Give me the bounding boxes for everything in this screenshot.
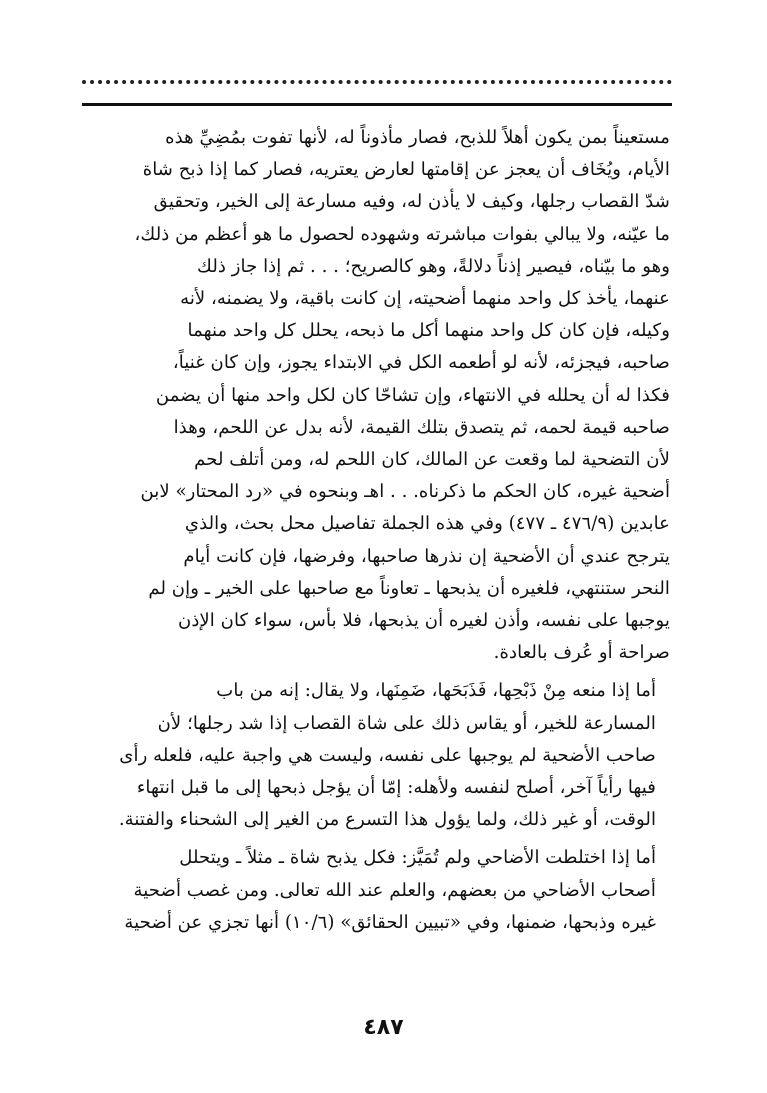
text-line: أضحية غيره، كان الحكم ما ذكرناه. . . اهـ وبنحوه في «رد المحتار» لابن <box>140 481 670 503</box>
paragraph-1 <box>70 122 670 669</box>
text-line: فكذا له أن يحلله في الانتهاء، وإن تشاحّا كان لكل واحد منها أن يضمن <box>155 384 670 406</box>
header-solid-rule <box>82 103 672 106</box>
text-line: ما عيّنه، ولا يبالي بفوات مباشرته وشهوده لحصول ما هو أعظم من ذلك، <box>134 223 670 245</box>
text-line: المسارعة للخير، أو يقاس ذلك على شاة القصاب إذا شد رجلها؛ لأن <box>157 712 656 734</box>
text-line: أما إذا منعه مِنْ ذَبْحِها، فَذَبَحَها، ضَمِنَها، ولا يقال: إنه من باب <box>216 680 656 702</box>
text-line: غيره وذبحها، ضمنها، وفي «تبيين الحقائق» (١٠/٦) أنها تجزي عن أضحية <box>124 911 656 933</box>
body-text <box>70 122 670 939</box>
text-line: وكيله، فإن كان كل واحد منهما أكل ما ذبحه، يحلل كل واحد منهما <box>187 320 670 342</box>
text-line: يوجبها على نفسه، وأذن لغيره أن يذبحها، فلا بأس، سواء كان الإذن <box>177 610 670 632</box>
text-line: مستعيناً بمن يكون أهلاً للذبح، فصار مأذوناً له، لأنها تفوت بمُضِيِّ هذه <box>165 127 670 148</box>
text-line: صاحبه، فيجزئه، لأنه لو أطعمه الكل في الابتداء يجوز، وإن كان غنياً، <box>172 352 670 374</box>
text-line: عنهما، يأخذ كل واحد منهما أضحيته، إن كانت باقية، ولا يضمنه، لأنه <box>180 288 670 310</box>
page-number: ٤٨٧ <box>363 1015 404 1040</box>
text-line: فيها رأياً آخر، أصلح لنفسه ولأهله: إمّا أن يؤجل ذبحها إلى ما قبل انتهاء <box>136 777 656 799</box>
text-line: أما إذا اختلطت الأضاحي ولم تُمَيَّز: فكل يذبح شاة ـ مثلاً ـ ويتحلل <box>179 847 656 869</box>
text-line: لأن التضحية لما وقعت عن المالك، كان اللحم له، ومن أتلف لحم <box>194 449 670 471</box>
text-line: عابدين (٤٧٦/٩ ـ ٤٧٧) وفي هذه الجملة تفاصيل محل بحث، والذي <box>184 513 670 535</box>
paragraph-3 <box>70 842 670 939</box>
text-line: شدّ القصاب رجلها، وكيف لا يأذن له، وفيه مسارعة إلى الخير، وتحقيق <box>153 191 670 213</box>
text-line: صاحبه قيمة لحمه، ثم يتصدق بتلك القيمة، لأنه بدل عن اللحم، وهذا <box>173 416 670 438</box>
text-line: الوقت، أو غير ذلك، ولما يؤول هذا التسرع من الغير إلى الشحناء والفتنة. <box>118 809 656 831</box>
text-line: أصحاب الأضاحي من بعضهم، والعلم عند الله تعالى. ومن غصب أضحية <box>133 879 656 901</box>
text-line: صاحب الأضحية لم يوجبها على نفسه، وليست هي واجبة عليه، فلعله رأى <box>119 744 656 766</box>
header-dotted-rule <box>82 80 672 90</box>
text-line: النحر ستنتهي، فلغيره أن يذبحها ـ تعاوناً مع صاحبها على الخير ـ وإن لم <box>148 577 670 599</box>
paragraph-2 <box>70 675 670 836</box>
text-line: الأيام، ويُخَاف أن يعجز عن إقامتها لعارض يعتريه، فصار كما إذا ذبح شاة <box>142 159 670 181</box>
text-line: يترجح عندي أن الأضحية إن نذرها صاحبها، وفرضها، فإن كانت أيام <box>183 545 670 567</box>
text-line: صراحة أو عُرف بالعادة. <box>493 642 670 664</box>
text-line: وهو ما بيّناه، فيصير إذناً دلالةً، وهو كالصريح؛ . . . ثم إذا جاز ذلك <box>197 255 670 277</box>
